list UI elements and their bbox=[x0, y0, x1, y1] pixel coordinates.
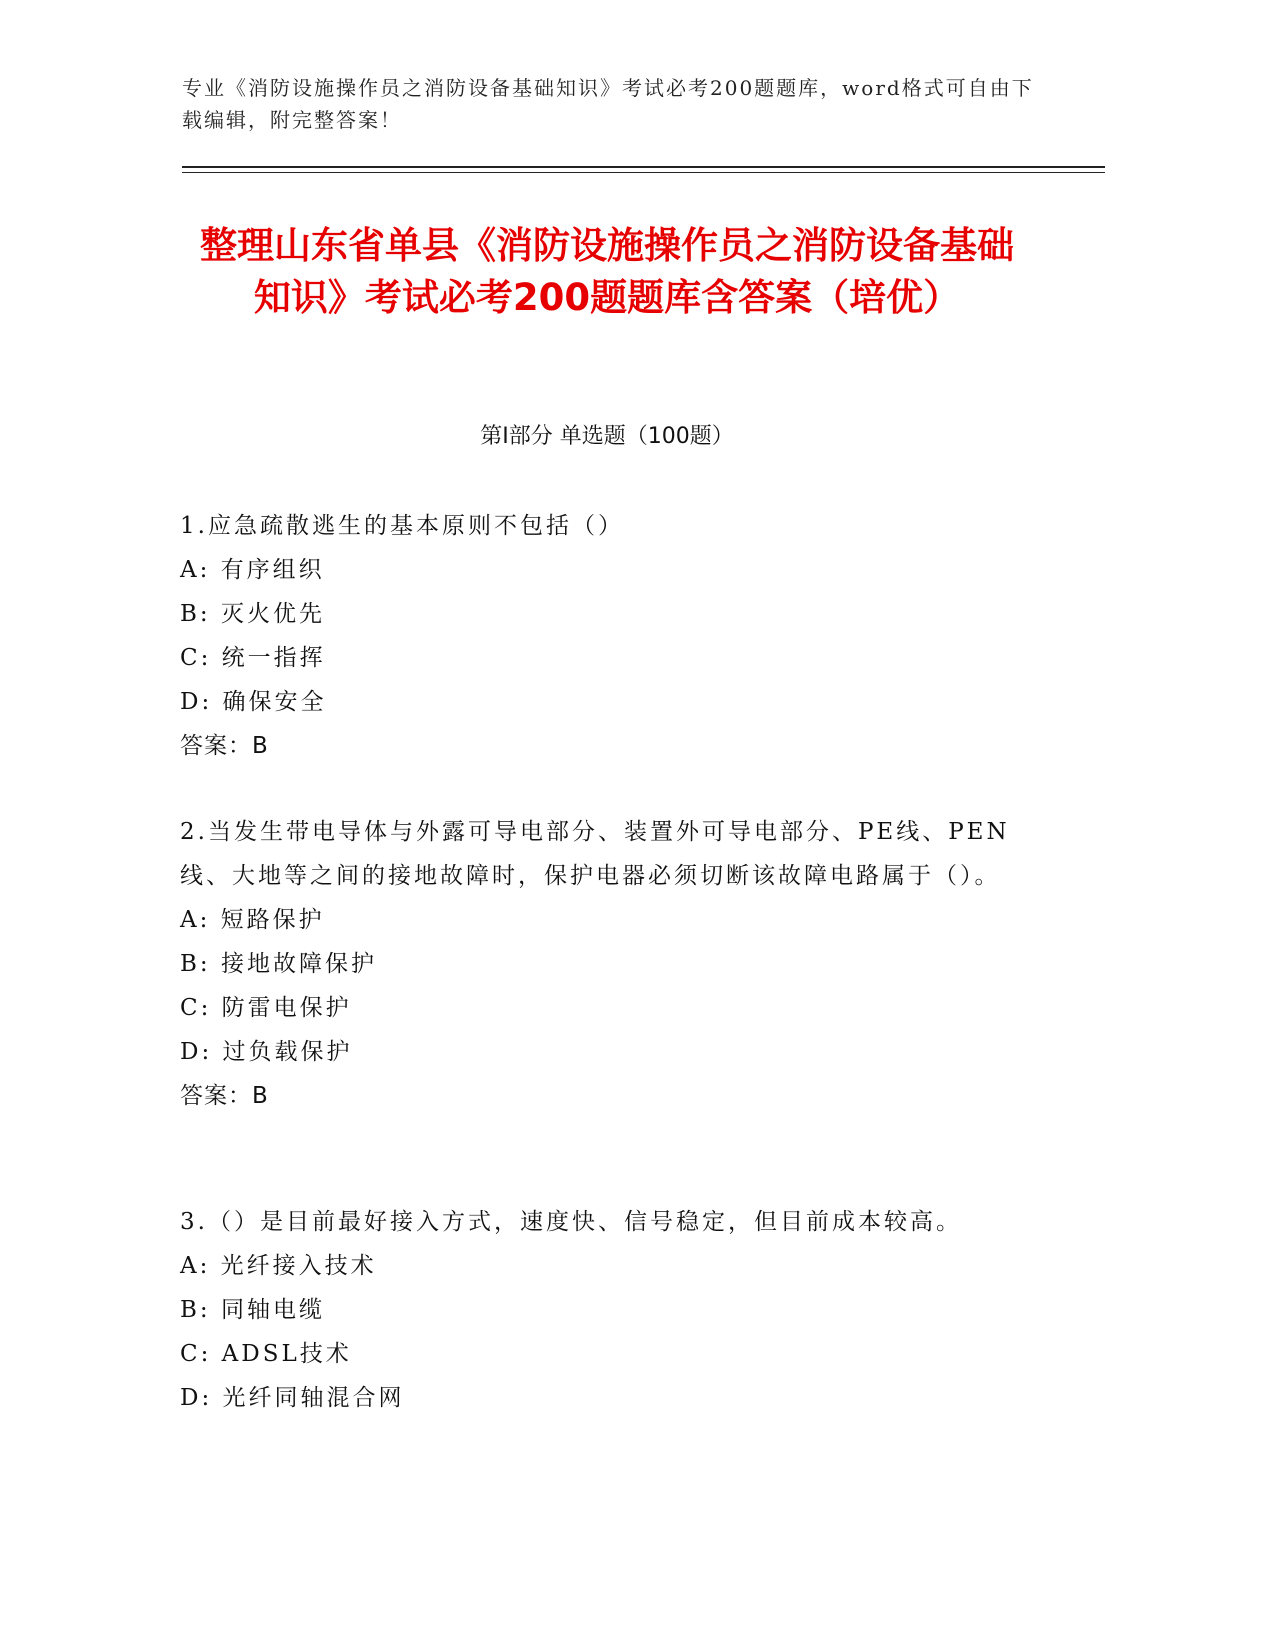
option-d: D: 过负载保护 bbox=[180, 1039, 353, 1065]
answer: 答案：B bbox=[180, 733, 269, 759]
question-stem: 2.当发生带电导体与外露可导电部分、装置外可导电部分、PE线、PEN线、大地等之间的接地故障时，保护电器必须切断该故障电路属于（）。 bbox=[180, 819, 1010, 889]
header-note: 专业《消防设施操作员之消防设备基础知识》考试必考200题题库，word格式可自由下载编辑，附完整答案！ bbox=[182, 76, 1034, 132]
option-b: B: 同轴电缆 bbox=[180, 1297, 325, 1323]
option-c: C: ADSL技术 bbox=[180, 1341, 352, 1367]
answer: 答案：B bbox=[180, 1083, 269, 1109]
option-c: C: 防雷电保护 bbox=[180, 995, 352, 1021]
header-rule-thin bbox=[182, 172, 1105, 173]
option-d: D: 确保安全 bbox=[180, 689, 327, 715]
option-b: B: 接地故障保护 bbox=[180, 951, 377, 977]
option-a: A: 有序组织 bbox=[180, 557, 325, 583]
option-a: A: 短路保护 bbox=[180, 907, 325, 933]
question-stem: 3.（）是目前最好接入方式，速度快、信号稳定，但目前成本较高。 bbox=[180, 1209, 962, 1235]
option-c: C: 统一指挥 bbox=[180, 645, 326, 671]
header-rule-thick bbox=[182, 166, 1105, 168]
option-d: D: 光纤同轴混合网 bbox=[180, 1385, 405, 1411]
option-a: A: 光纤接入技术 bbox=[180, 1253, 377, 1279]
question-1 bbox=[180, 504, 1040, 768]
document-title: 整理山东省单县《消防设施操作员之消防设备基础知识》考试必考200题题库含答案（培优） bbox=[200, 224, 1014, 319]
section-title: 第I部分 单选题（100题） bbox=[480, 424, 734, 449]
option-b: B: 灭火优先 bbox=[180, 601, 325, 627]
question-2 bbox=[180, 810, 1040, 1118]
question-stem: 1.应急疏散逃生的基本原则不包括（） bbox=[180, 513, 624, 539]
question-3 bbox=[180, 1200, 1040, 1420]
